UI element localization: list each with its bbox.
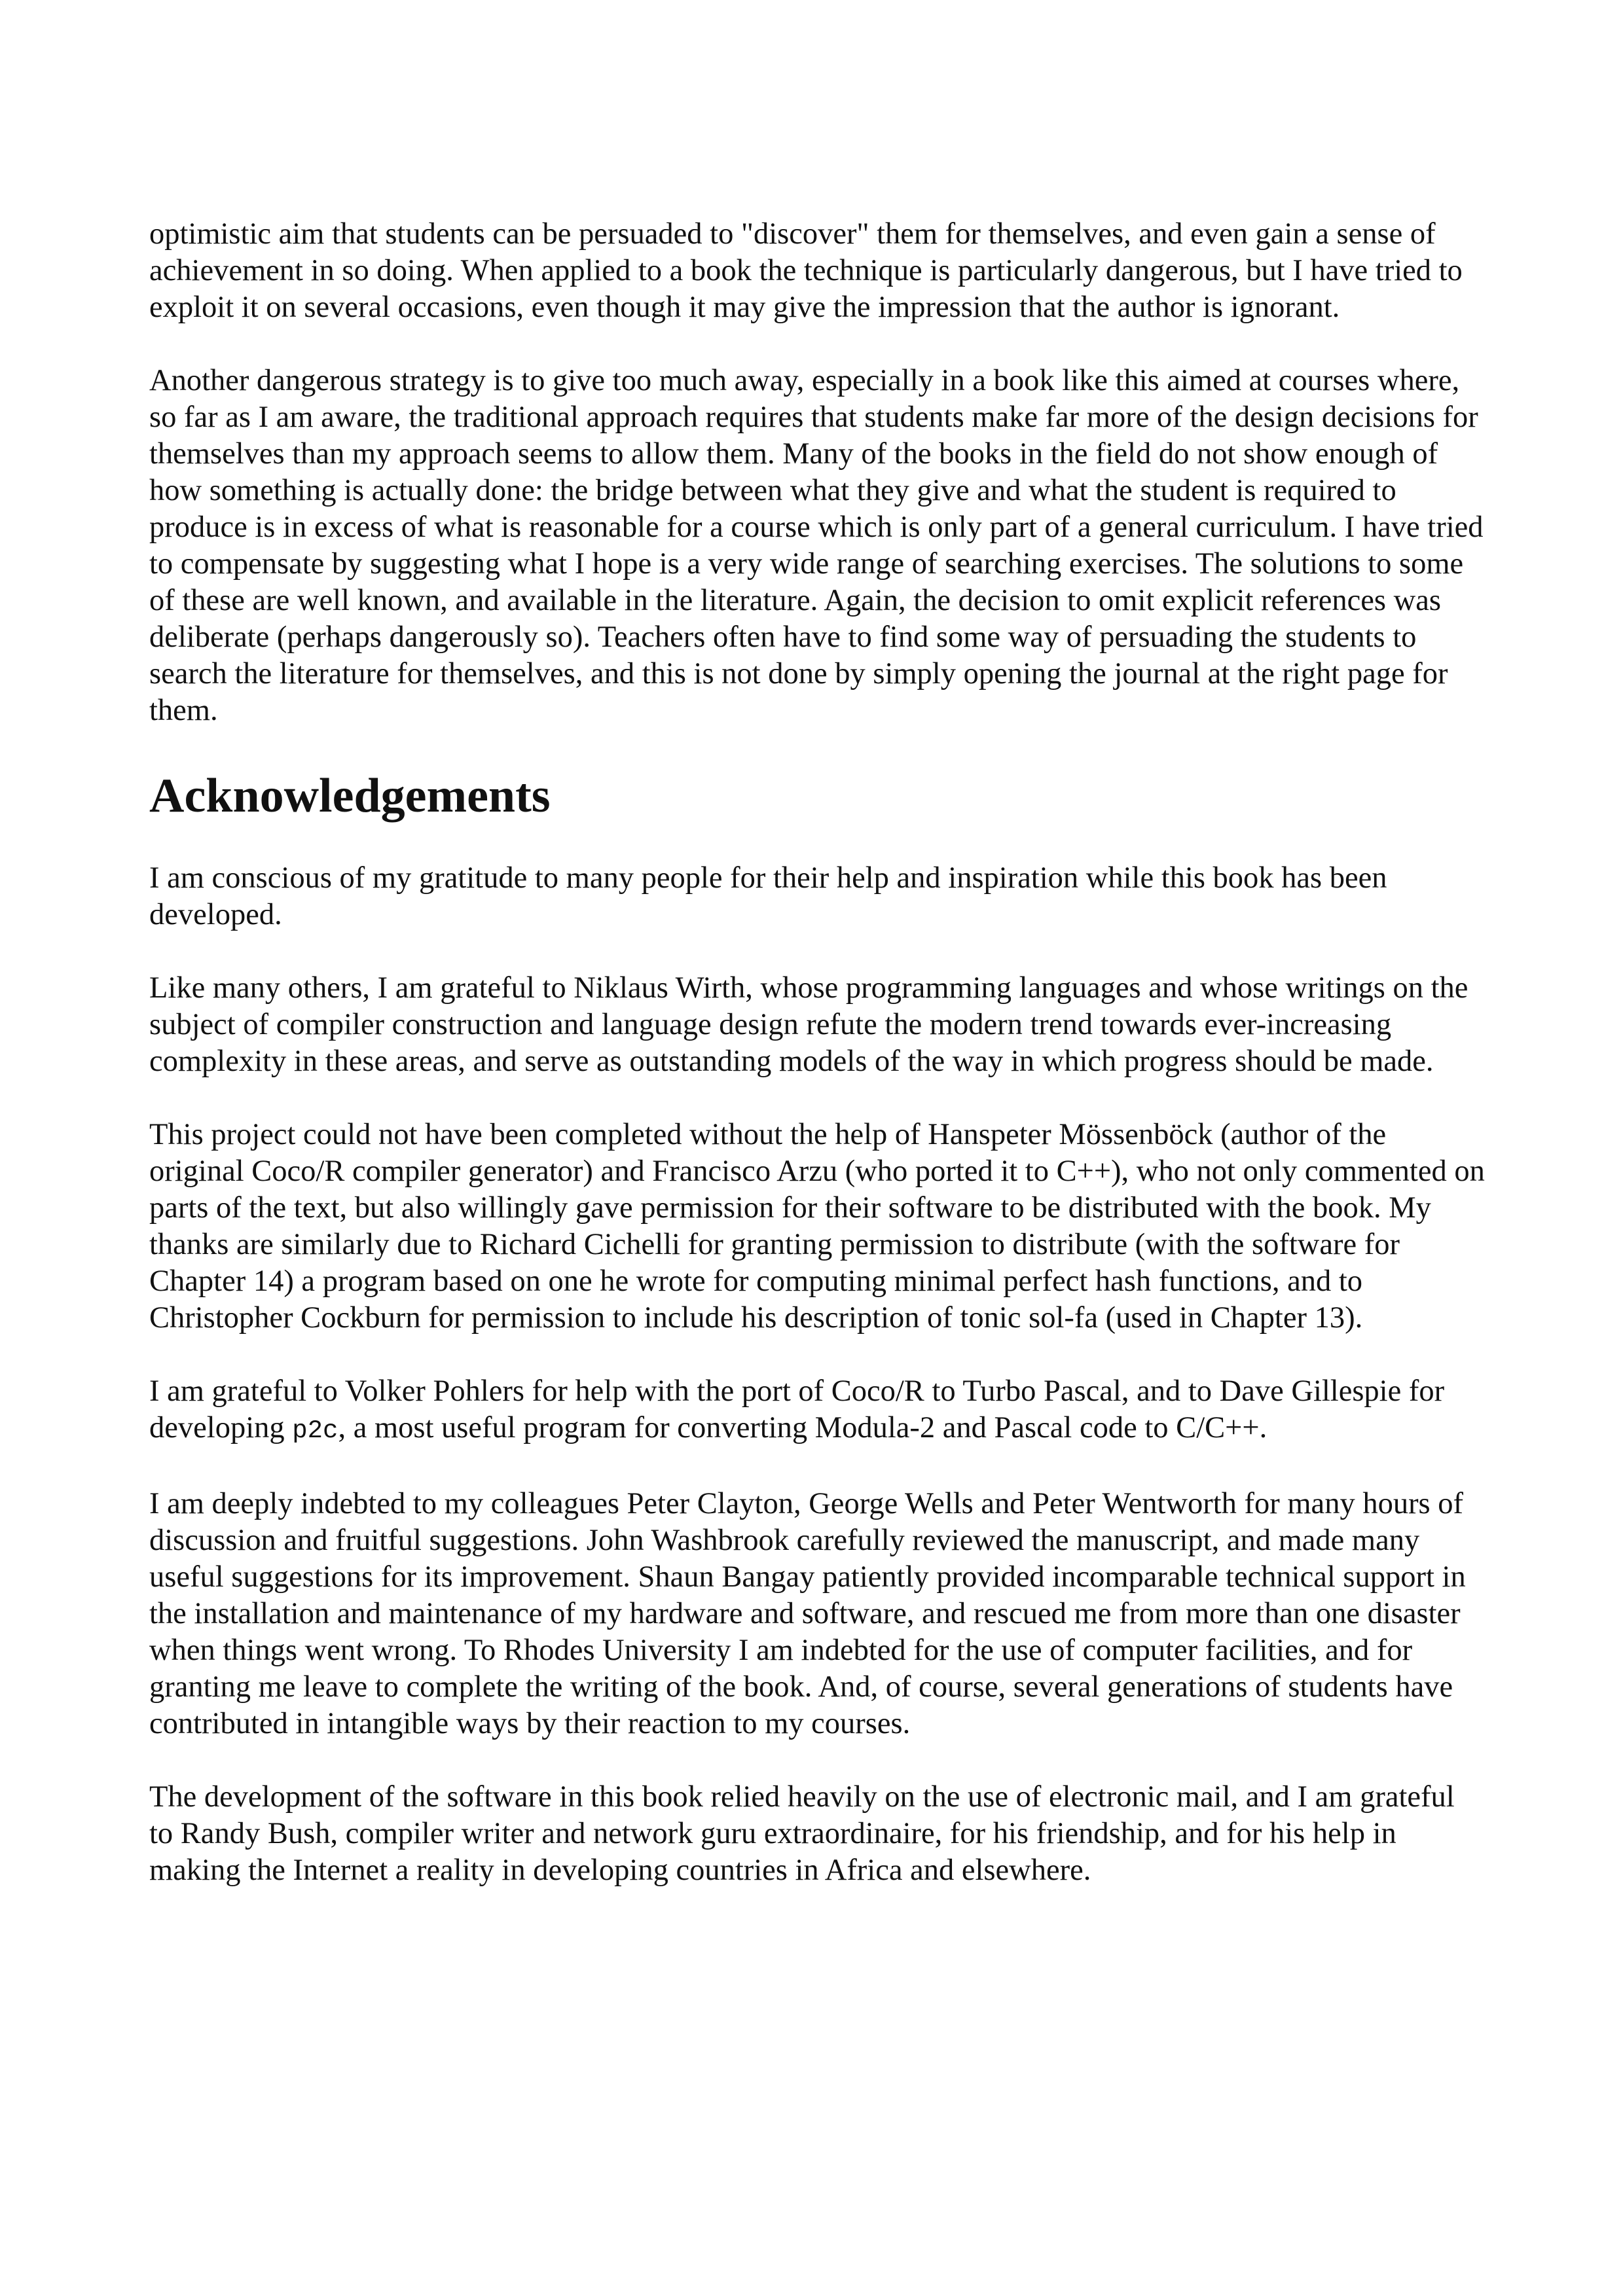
paragraph-4-text-end: , a most useful program for converting Modula-2 and Pascal code to C/C++. [338, 1411, 1267, 1444]
p2c-code-term: p2c [292, 1416, 338, 1445]
acknowledgements-paragraph-3: This project could not have been completed without the help of Hanspeter Mössenböck (author of the original Coco/R compiler generator) and Francisco Arzu (who ported it to C++), who not only commented on parts of the text, but also willingly gave permission for their software to be distributed with the book. My thanks are similarly due to Richard Cichelli for granting permission to distribute (with the software for Chapter 14) a program based on one he wrote for computing minimal perfect hash functions, and to Christopher Cockburn for permission to include his description of tonic sol-fa (used in Chapter 13). [149, 1118, 1485, 1335]
intro-paragraph-2: Another dangerous strategy is to give too much away, especially in a book like this aimed at courses where, so far as I am aware, the traditional approach requires that students make far more of the design decisions for themselves than my approach seems to allow them. Many of the books in the field do not show enough of how something is actually done: the bridge between what they give and what the student is required to produce is in excess of what is reasonable for a course which is only part of a general curriculum. I have tried to compensate by suggesting what I hope is a very wide range of searching exercises. The solutions to some of these are well known, and available in the literature. Again, the decision to omit explicit references was deliberate (perhaps dangerously so). Teachers often have to find some way of persuading the students to search the literature for themselves, and this is not done by simply opening the journal at the right page for them. [149, 364, 1484, 727]
document-page [149, 216, 1485, 1926]
intro-paragraph-1: optimistic aim that students can be persuaded to "discover" them for themselves, and even gain a sense of achievement in so doing. When applied to a book the technique is particularly dangerous, but I have tried to exploit it on several occasions, even though it may give the impression that the author is ignorant. [149, 217, 1463, 324]
acknowledgements-paragraph-1: I am conscious of my gratitude to many people for their help and inspiration while this book has been developed. [149, 861, 1387, 931]
acknowledgements-heading: Acknowledgements [149, 769, 551, 823]
acknowledgements-paragraph-5: I am deeply indebted to my colleagues Peter Clayton, George Wells and Peter Wentworth for many hours of discussion and fruitful suggestions. John Washbrook carefully reviewed the manuscript, and made many useful suggestions for its improvement. Shaun Bangay patiently provided incomparable technical support in the installation and maintenance of my hardware and software, and rescued me from more than one disaster when things went wrong. To Rhodes University I am indebted for the use of computer facilities, and for granting me leave to complete the writing of the book. And, of course, several generations of students have contributed in intangible ways by their reaction to my courses. [149, 1487, 1466, 1740]
acknowledgements-paragraph-6: The development of the software in this book relied heavily on the use of electronic mail, and I am grateful to Randy Bush, compiler writer and network guru extraordinaire, for his friendship, and for his help in making the Internet a reality in developing countries in Africa and elsewhere. [149, 1780, 1455, 1887]
acknowledgements-paragraph-2: Like many others, I am grateful to Niklaus Wirth, whose programming languages and whose writings on the subject of compiler construction and language design refute the modern trend towards ever-increasing complexity in these areas, and serve as outstanding models of the way in which progress should be made. [149, 971, 1468, 1078]
paragraph-4-text-start: I am grateful to Volker Pohlers for help with the port of Coco/R to Turbo Pascal, and to Dave Gillespie for developing [149, 1374, 1445, 1444]
acknowledgements-paragraph-4 [149, 1373, 1485, 1449]
